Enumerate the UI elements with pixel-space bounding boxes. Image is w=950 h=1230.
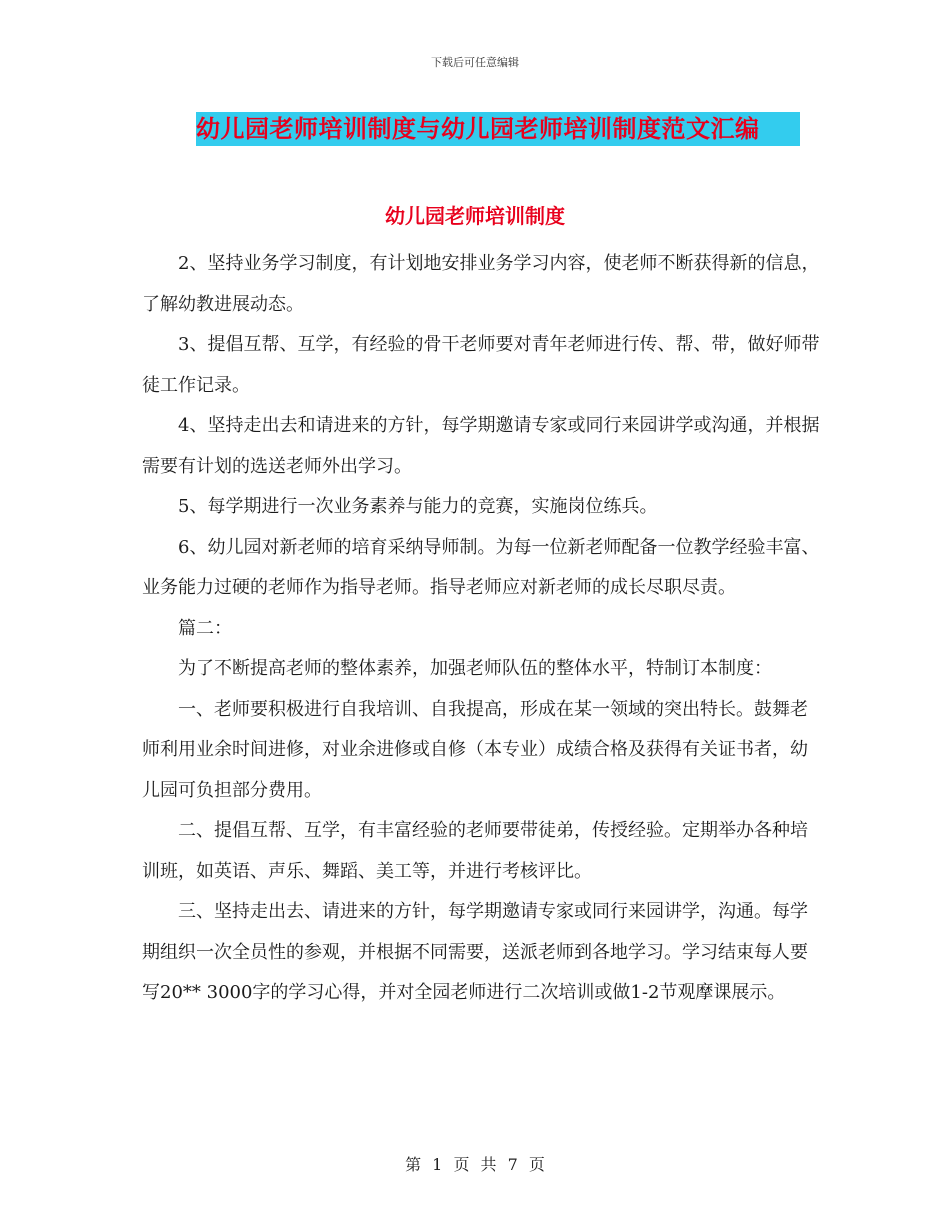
paragraph-item-4: 4、坚持走出去和请进来的方针，每学期邀请专家或同行来园讲学或沟通，并根据需要有计划的选送老师外出学习。 xyxy=(142,415,820,477)
document-title: 幼儿园老师培训制度与幼儿园老师培训制度范文汇编 xyxy=(196,112,800,146)
page-header: 下载后可任意编辑 xyxy=(431,56,519,69)
rule-paragraph-2: 二、提倡互帮、互学，有丰富经验的老师要带徒弟，传授经验。定期举办各种培训班，如英语、声乐、舞蹈、美工等，并进行考核评比。 xyxy=(142,820,808,882)
section-title: 幼儿园老师培训制度 xyxy=(385,204,565,228)
paragraph-item-2: 2、坚持业务学习制度，有计划地安排业务学习内容，使老师不断获得新的信息，了解幼教进展动态。 xyxy=(142,253,820,315)
document-body xyxy=(142,244,822,1014)
rule-paragraph-3: 三、坚持走出去、请进来的方针，每学期邀请专家或同行来园讲学，沟通。每学期组织一次全员性的参观，并根据不同需要，送派老师到各地学习。学习结束每人要写20** 3000字的学习心得，并对全园老师进行二次培训或做1-2节观摩课展示。 xyxy=(142,901,808,1003)
subsection-heading: 篇二： xyxy=(178,617,232,639)
paragraph-item-6: 6、幼儿园对新老师的培育采纳导师制。为每一位新老师配备一位教学经验丰富、业务能力过硬的老师作为指导老师。指导老师应对新老师的成长尽职尽责。 xyxy=(142,536,820,598)
page-number: 第 1 页 共 7 页 xyxy=(405,1155,545,1174)
intro-paragraph: 为了不断提高老师的整体素养，加强老师队伍的整体水平，特制订本制度： xyxy=(178,658,772,679)
rule-paragraph-1: 一、老师要积极进行自我培训、自我提高，形成在某一领域的突出特长。鼓舞老师利用业余时间进修，对业余进修或自修（本专业）成绩合格及获得有关证书者，幼儿园可负担部分费用。 xyxy=(142,698,808,801)
paragraph-item-5: 5、每学期进行一次业务素养与能力的竞赛，实施岗位练兵。 xyxy=(178,496,658,517)
paragraph-item-3: 3、提倡互帮、互学，有经验的骨干老师要对青年老师进行传、帮、带，做好师带徒工作记录。 xyxy=(142,334,820,396)
